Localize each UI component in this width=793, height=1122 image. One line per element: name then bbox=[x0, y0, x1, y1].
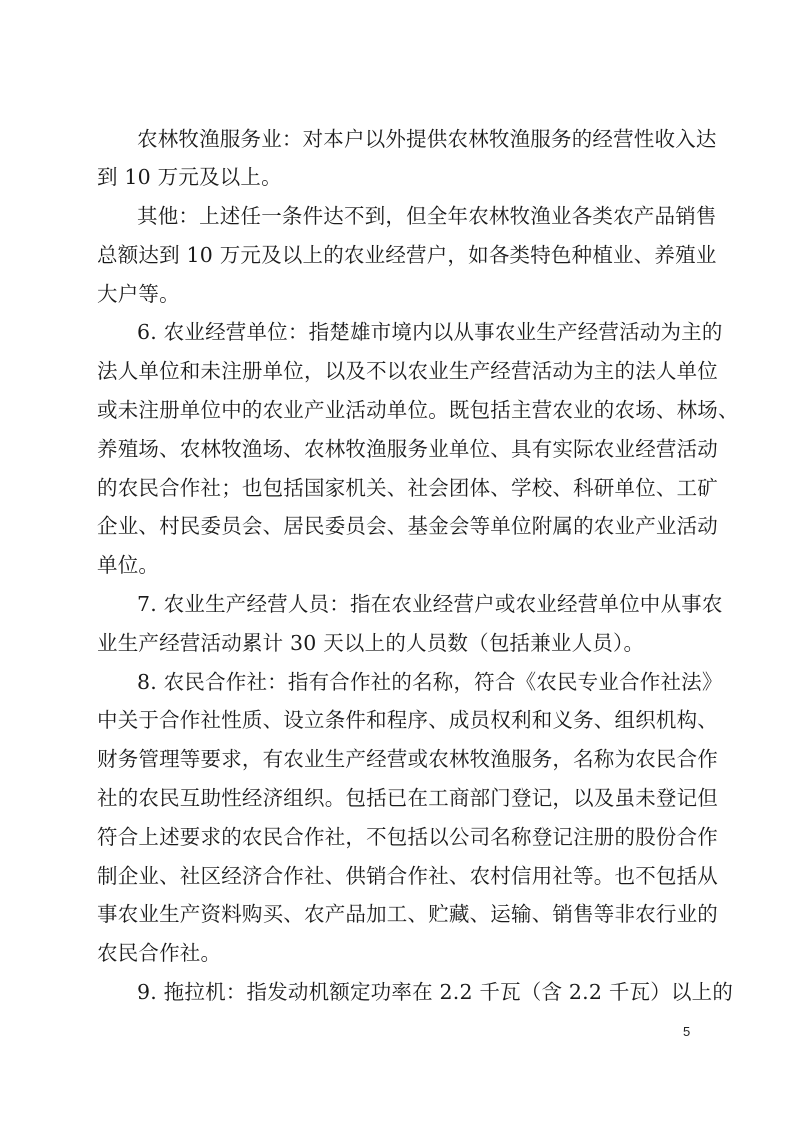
text-line: 8. 农民合作社：指有合作社的名称，符合《农民专业合作社法》 bbox=[137, 670, 723, 694]
text-line: 养殖场、农林牧渔场、农林牧渔服务业单位、具有实际农业经营活动 bbox=[97, 437, 718, 461]
text-line: 的农民合作社；也包括国家机关、社会团体、学校、科研单位、工矿 bbox=[97, 476, 718, 500]
text-line: 农林牧渔服务业：对本户以外提供农林牧渔服务的经营性收入达 bbox=[137, 127, 717, 151]
text-line: 农民合作社。 bbox=[97, 941, 222, 965]
text-line: 单位。 bbox=[97, 553, 160, 577]
text-line: 社的农民互助性经济组织。包括已在工商部门登记，以及虽未登记但 bbox=[97, 786, 718, 810]
text-line: 符合上述要求的农民合作社，不包括以公司名称登记注册的股份合作 bbox=[97, 825, 718, 849]
text-line: 事农业生产资料购买、农产品加工、贮藏、运输、销售等非农行业的 bbox=[97, 902, 718, 926]
text-line: 财务管理等要求，有农业生产经营或农林牧渔服务，名称为农民合作 bbox=[97, 747, 718, 771]
text-line: 或未注册单位中的农业产业活动单位。既包括主营农业的农场、林场、 bbox=[97, 398, 739, 422]
text-line: 到 10 万元及以上。 bbox=[97, 165, 282, 189]
text-line: 6. 农业经营单位：指楚雄市境内以从事农业生产经营活动为主的 bbox=[137, 320, 723, 344]
text-line: 7. 农业生产经营人员：指在农业经营户或农业经营单位中从事农 bbox=[137, 592, 723, 616]
text-line: 企业、村民委员会、居民委员会、基金会等单位附属的农业产业活动 bbox=[97, 514, 718, 538]
text-line: 9. 拖拉机：指发动机额定功率在 2.2 千瓦（含 2.2 千瓦）以上的 bbox=[137, 980, 734, 1004]
text-line: 法人单位和未注册单位，以及不以农业生产经营活动为主的法人单位 bbox=[97, 359, 718, 383]
text-line: 制企业、社区经济合作社、供销合作社、农村信用社等。也不包括从 bbox=[97, 864, 718, 888]
text-line: 大户等。 bbox=[97, 282, 180, 306]
page-number: 5 bbox=[683, 1024, 691, 1039]
text-line: 总额达到 10 万元及以上的农业经营户，如各类特色种植业、养殖业 bbox=[97, 243, 717, 267]
text-line: 业生产经营活动累计 30 天以上的人员数（包括兼业人员）。 bbox=[97, 631, 645, 655]
text-line: 其他：上述任一条件达不到，但全年农林牧渔业各类农产品销售 bbox=[137, 204, 717, 228]
text-line: 中关于合作社性质、设立条件和程序、成员权利和义务、组织机构、 bbox=[97, 708, 718, 732]
